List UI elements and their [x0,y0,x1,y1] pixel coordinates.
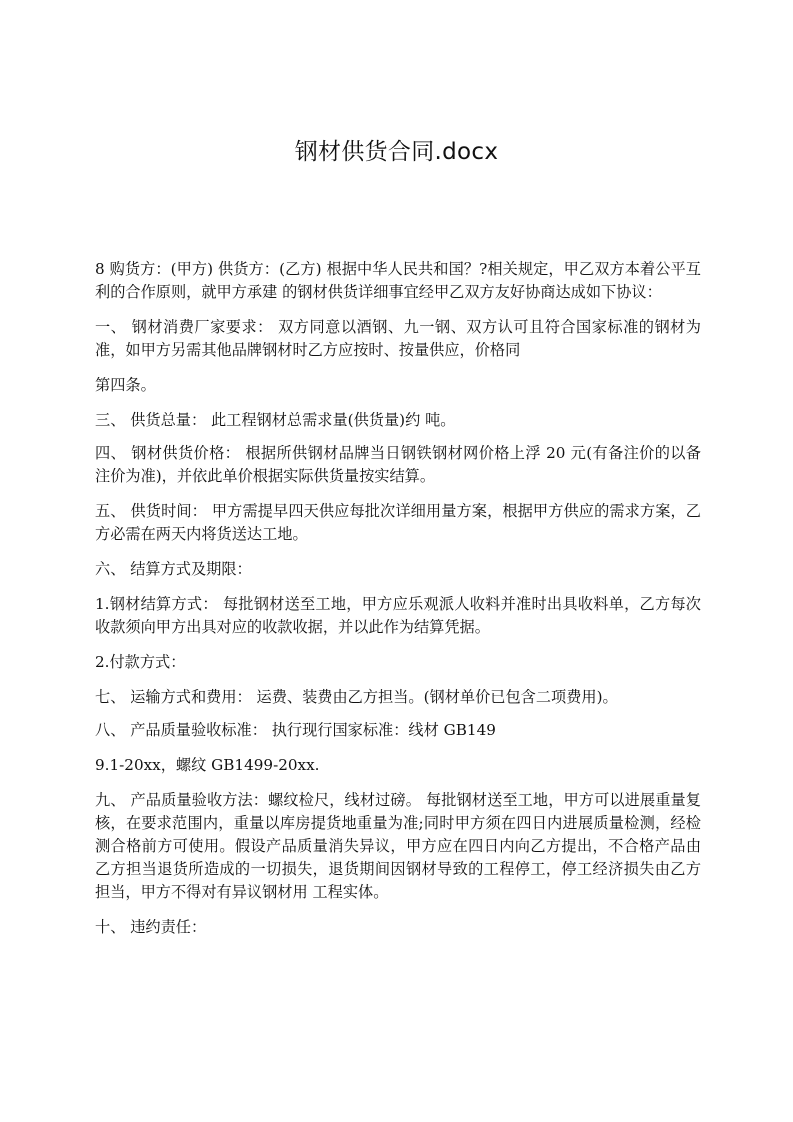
paragraph-clause-6-1: 1.钢材结算方式： 每批钢材送至工地，甲方应乐观派人收料并准时出具收料单，乙方每次收款须向甲方出具对应的收款收据，并以此作为结算凭据。 [95,595,701,636]
paragraph-clause-3: 三、 供货总量： 此工程钢材总需求量(供货量)约 吨。 [95,411,456,429]
paragraph-clause-9: 九、 产品质量验收方法：螺纹检尺，线材过磅。 每批钢材送至工地，甲方可以进展重量复核，在要求范围内，重量以库房提货地重量为准;同时甲方须在四日内进展质量检测，经检测合格前方可使用。假设产品质量消失异议，甲方应在四日内向乙方提出，不合格产品由乙方担当退货所造成的一切损失，退货期间因钢材导致的工程停工，停工经济损失由乙方担当，甲方不得对有异议钢材用 工程实体。 [95,791,701,901]
paragraph-clause-7: 七、 运输方式和费用： 运费、装费由乙方担当。(钢材单价已包含二项费用)。 [95,688,618,706]
paragraph-clause-8-cont: 9.1-20xx，螺纹 GB1499-20xx. [95,756,320,774]
paragraph-clause-6-2: 2.付款方式： [95,653,186,671]
paragraph-clause-5: 五、 供货时间： 甲方需提早四天供应每批次详细用量方案，根据甲方供应的需求方案，乙方必需在两天内将货送达工地。 [95,502,701,543]
paragraph-clause-10: 十、 违约责任： [95,918,207,936]
paragraph-preamble: 8 购货方：(甲方) 供货方：(乙方) 根据中华人民共和国？?相关规定，甲乙双方本着公平互利的合作原则，就甲方承建 的钢材供货详细事宜经甲乙双方友好协商达成如下协议： [95,260,701,301]
document-body [95,258,701,951]
paragraph-clause-6: 六、 结算方式及期限： [95,560,252,578]
paragraph-clause-1: 一、 钢材消费厂家要求： 双方同意以酒钢、九一钢、双方认可且符合国家标准的钢材为准，如甲方另需其他品牌钢材时乙方应按时、按量供应，价格同 [95,318,701,359]
document-title: 钢材供货合同.docx [294,139,499,165]
paragraph-clause-8: 八、 产品质量验收标准： 执行现行国家标准：线材 GB149 [95,721,496,739]
paragraph-clause-4: 四、 钢材供货价格： 根据所供钢材品牌当日钢铁钢材网价格上浮 20 元(有备注价的以备注价为准)，并依此单价根据实际供货量按实结算。 [95,444,701,485]
paragraph-clause-4-ref: 第四条。 [95,376,156,394]
